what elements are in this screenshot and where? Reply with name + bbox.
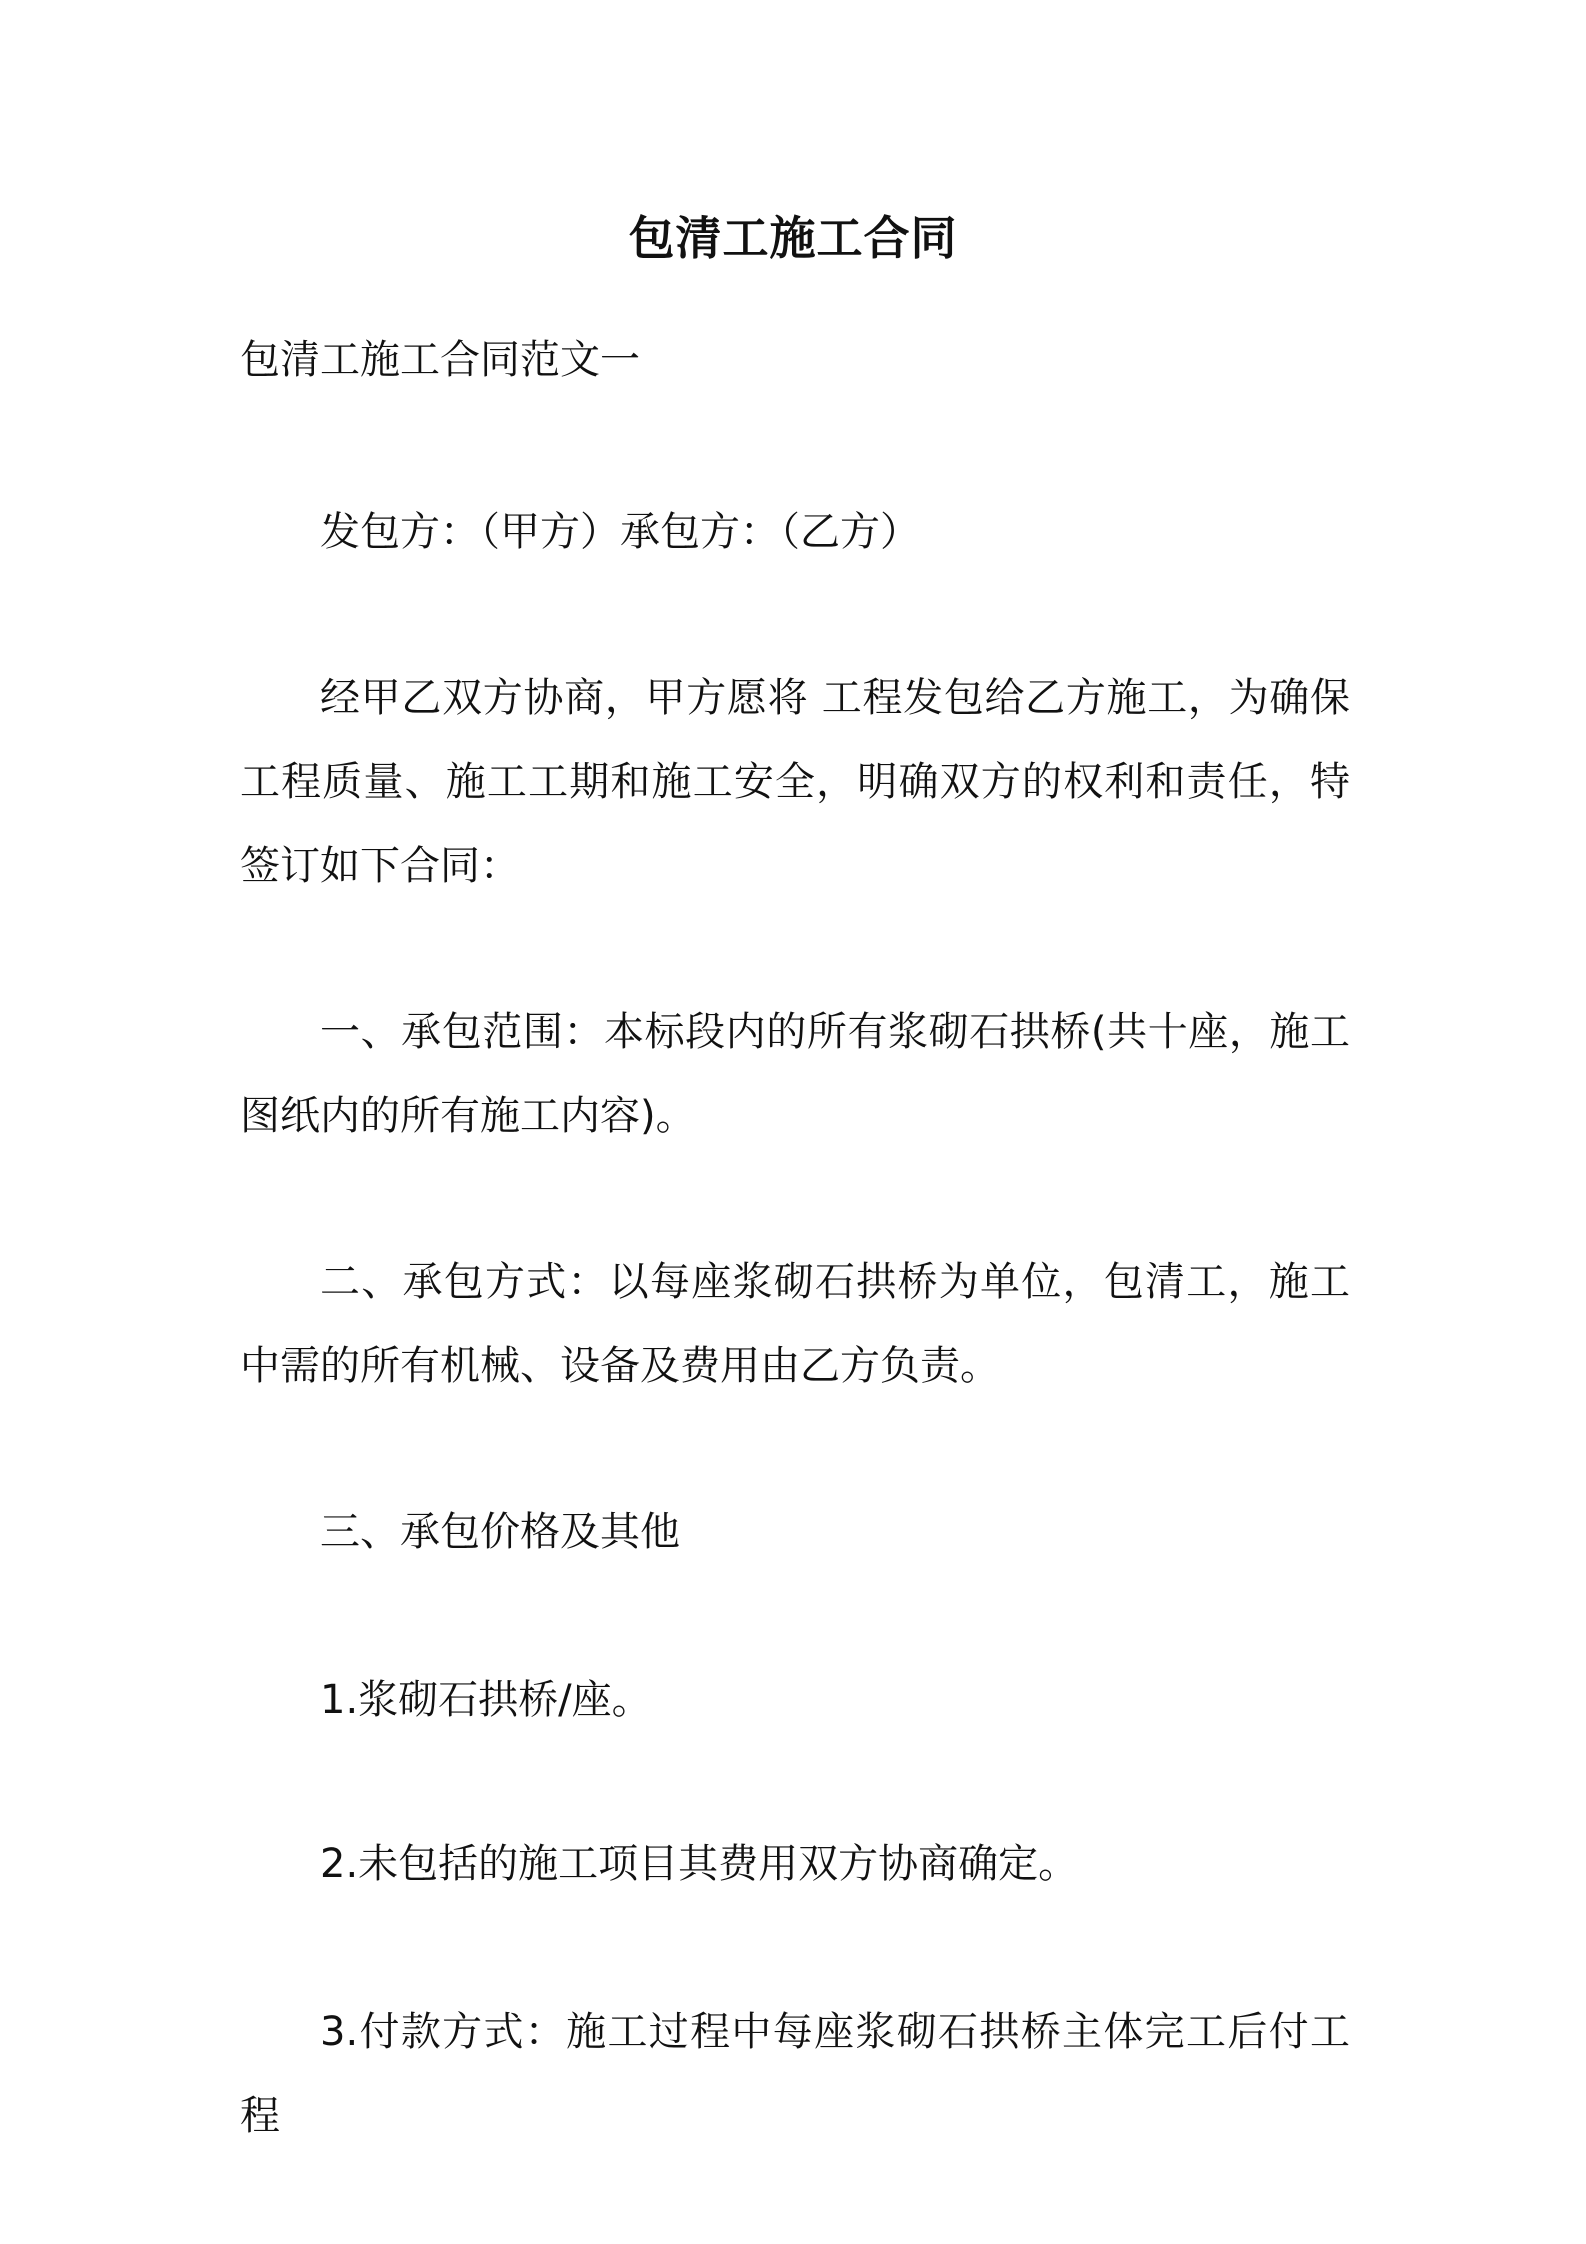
paragraph-method: 二、承包方式：以每座浆砌石拱桥为单位，包清工，施工中需的所有机械、设备及费用由乙方负责。: [240, 1259, 1350, 1389]
paragraph-scope: 一、承包范围：本标段内的所有浆砌石拱桥(共十座，施工图纸内的所有施工内容)。: [240, 1009, 1350, 1139]
document-subtitle: 包清工施工合同范文一: [240, 337, 640, 383]
paragraph-item-3: 3.付款方式：施工过程中每座浆砌石拱桥主体完工后付工程: [240, 2009, 1350, 2139]
paragraph-parties: 发包方：（甲方）承包方：（乙方）: [320, 509, 920, 555]
paragraph-preamble: 经甲乙双方协商，甲方愿将 工程发包给乙方施工，为确保工程质量、施工工期和施工安全，明确双方的权利和责任，特签订如下合同：: [240, 675, 1350, 889]
paragraph-item-1: 1.浆砌石拱桥/座。: [320, 1677, 652, 1723]
paragraph-price-heading: 三、承包价格及其他: [320, 1509, 680, 1555]
paragraph-item-2: 2.未包括的施工项目其费用双方协商确定。: [320, 1841, 1079, 1887]
document-title: 包清工施工合同: [628, 211, 958, 265]
